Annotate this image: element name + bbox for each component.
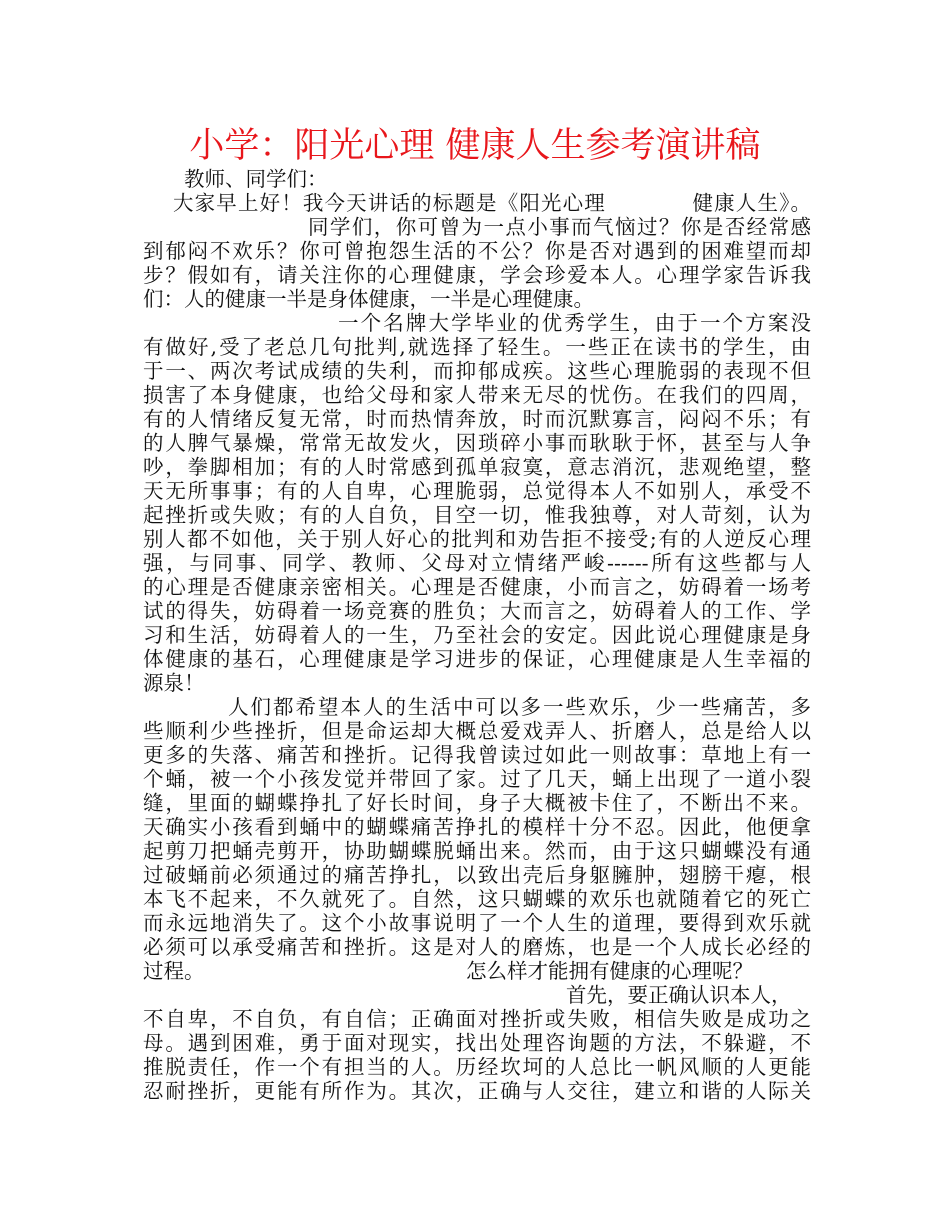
body-line: 的人脾气暴燥，常常无故发火，因琐碎小事而耿耿于怀，甚至与人争 — [143, 431, 811, 455]
body-line: 不自卑，不自负，有自信；正确面对挫折或失败，相信失败是成功之 — [143, 1007, 811, 1031]
body-line: 而永远地消失了。这个小故事说明了一个人生的道理，要得到欢乐就 — [143, 911, 811, 935]
body-line: 些顺利少些挫折，但是命运却大概总爱戏弄人、折磨人，总是给人以 — [143, 719, 811, 743]
body-line: 试的得失，妨碍着一场竞赛的胜负；大而言之，妨碍着人的工作、学 — [143, 599, 811, 623]
body-line: 源泉！ — [143, 671, 205, 695]
body-line: 一个名牌大学毕业的优秀学生，由于一个方案没 — [338, 311, 811, 335]
body-line: 吵，拳脚相加；有的人时常感到孤单寂寞，意志消沉，悲观绝望，整 — [143, 455, 811, 479]
body-line: 本飞不起来，不久就死了。自然，这只蝴蝶的欢乐也就随着它的死亡 — [143, 887, 811, 911]
body-line: 缝，里面的蝴蝶挣扎了好长时间，身子大概被卡住了，不断出不来。 — [143, 791, 811, 815]
body-line: 于一、两次考试成绩的失利，而抑郁成疾。这些心理脆弱的表现不但 — [143, 359, 811, 383]
body-line: 母。遇到困难，勇于面对现实，找出处理咨询题的方法，不躲避，不 — [143, 1031, 811, 1055]
section-question-line: 怎么样才能拥有健康的心理呢？ — [466, 959, 753, 983]
body-line: 大家早上好！我今天讲话的标题是《阳光心理 健康人生》。 — [173, 191, 811, 215]
body-line: 的心理是否健康亲密相关。心理是否健康，小而言之，妨碍着一场考 — [143, 575, 811, 599]
body-line: 推脱责任，作一个有担当的人。历经坎坷的人总比一帆风顺的人更能 — [143, 1055, 811, 1079]
body-line: 个蛹，被一个小孩发觉并带回了家。过了几天，蛹上出现了一道小裂 — [143, 767, 811, 791]
body-line: 到郁闷不欢乐？你可曾抱怨生活的不公？你是否对遇到的困难望而却 — [143, 239, 811, 263]
page-title: 小学：阳光心理 健康人生参考演讲稿 — [189, 126, 761, 166]
body-line: 别人都不如他，关于别人好心的批判和劝告拒不接受;有的人逆反心理 — [143, 527, 811, 551]
salutation-line: 教师、同学们： — [184, 167, 328, 191]
body-line: 更多的失落、痛苦和挫折。记得我曾读过如此一则故事：草地上有一 — [143, 743, 811, 767]
body-line: 有的人情绪反复无常，时而热情奔放，时而沉默寡言，闷闷不乐；有 — [143, 407, 811, 431]
body-line: 损害了本身健康，也给父母和家人带来无尽的忧伤。在我们的四周， — [143, 383, 811, 407]
body-line: 强，与同事、同学、教师、父母对立情绪严峻------所有这些都与人 — [143, 551, 811, 575]
body-line: 起挫折或失败；有的人自负，目空一切，惟我独尊，对人苛刻，认为 — [143, 503, 811, 527]
body-line: 起剪刀把蛹壳剪开，协助蝴蝶脱蛹出来。然而，由于这只蝴蝶没有通 — [143, 839, 811, 863]
body-line: 人们都希望本人的生活中可以多一些欢乐，少一些痛苦，多 — [228, 695, 811, 719]
body-line: 首先，要正确认识本人， — [566, 983, 792, 1007]
body-line: 步？假如有，请关注你的心理健康，学会珍爱本人。心理学家告诉我 — [143, 263, 811, 287]
body-line: 必须可以承受痛苦和挫折。这是对人的磨炼，也是一个人成长必经的 — [143, 935, 811, 959]
body-line: 同学们，你可曾为一点小事而气恼过？你是否经常感 — [308, 215, 811, 239]
body-line: 天无所事事；有的人自卑，心理脆弱，总觉得本人不如别人，承受不 — [143, 479, 811, 503]
body-line: 过程。 — [143, 959, 205, 983]
body-line: 忍耐挫折，更能有所作为。其次，正确与人交往，建立和谐的人际关 — [143, 1079, 811, 1103]
body-line: 习和生活，妨碍着人的一生，乃至社会的安定。因此说心理健康是身 — [143, 623, 811, 647]
body-line: 体健康的基石，心理健康是学习进步的保证，心理健康是人生幸福的 — [143, 647, 811, 671]
body-line: 天确实小孩看到蛹中的蝴蝶痛苦挣扎的模样十分不忍。因此，他便拿 — [143, 815, 811, 839]
body-line: 们：人的健康一半是身体健康，一半是心理健康。 — [143, 287, 594, 311]
body-line: 过破蛹前必须通过的痛苦挣扎，以致出壳后身躯臃肿，翅膀干瘪，根 — [143, 863, 811, 887]
body-line: 有做好,受了老总几句批判,就选择了轻生。一些正在读书的学生，由 — [143, 335, 811, 359]
